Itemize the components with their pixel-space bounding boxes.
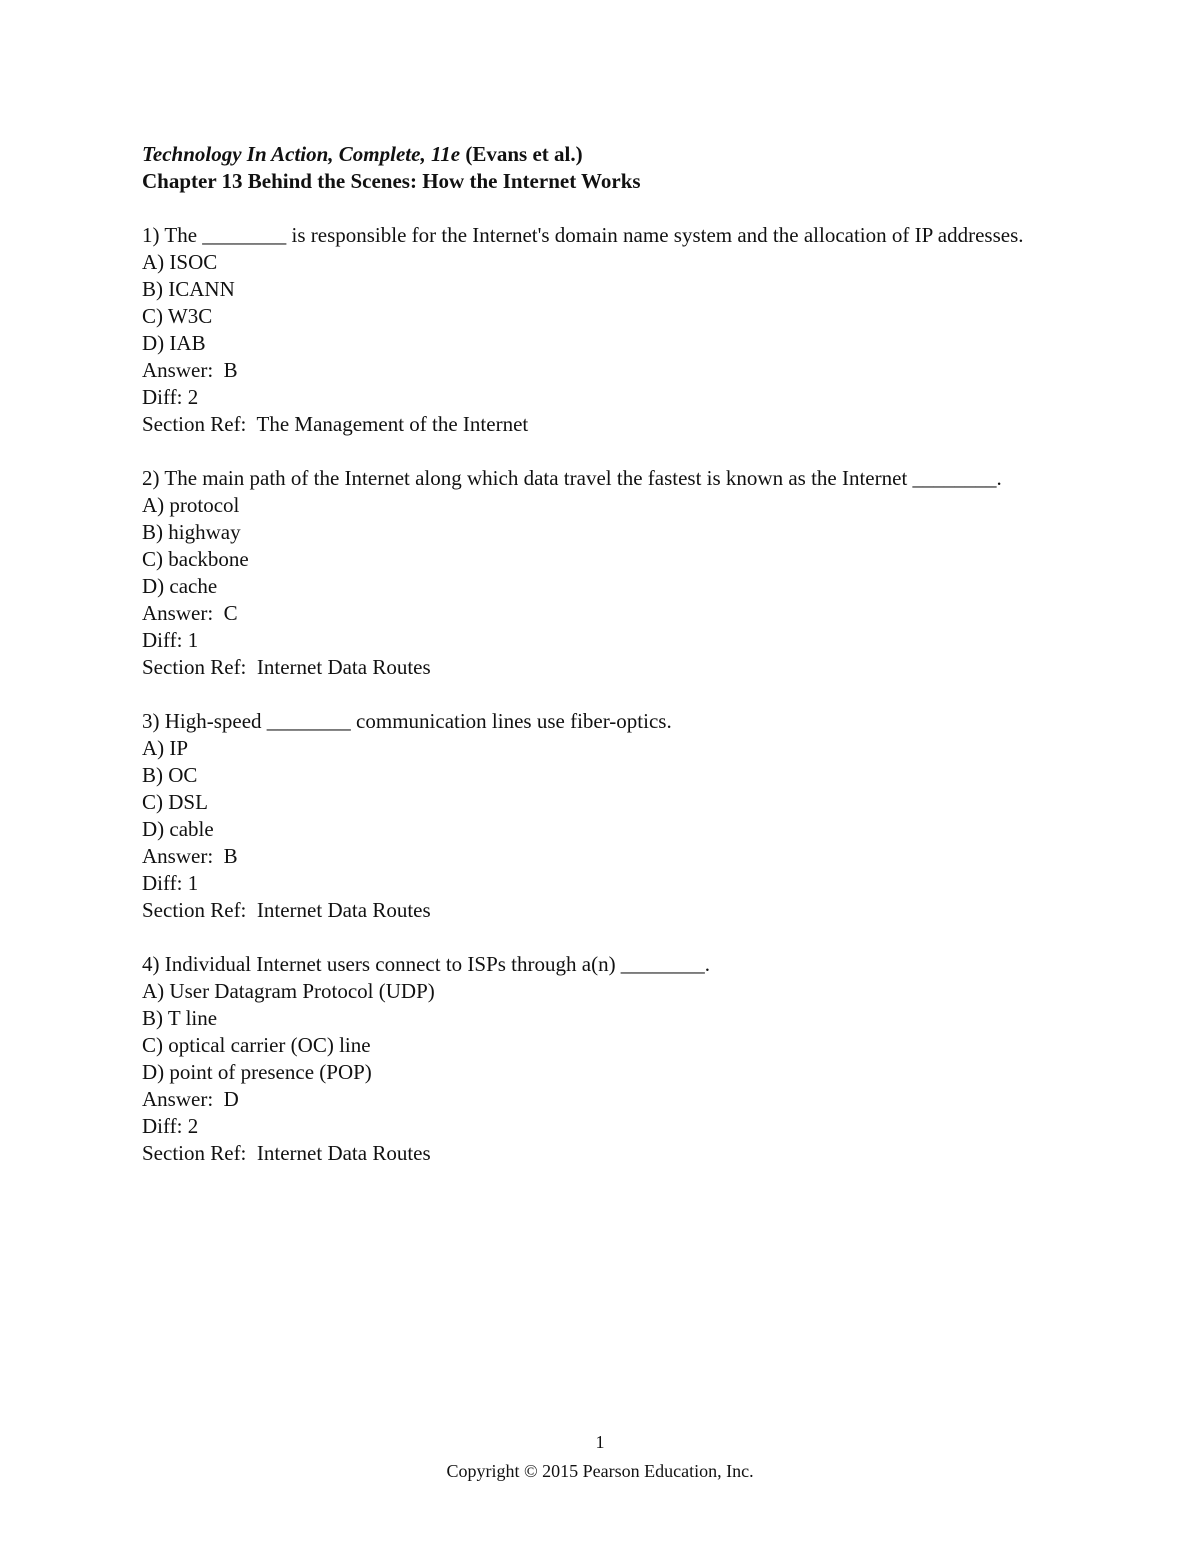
answer-option: A) protocol (142, 493, 240, 517)
book-authors: (Evans et al.) (460, 142, 583, 166)
section-reference: Section Ref: The Management of the Internet (142, 412, 529, 436)
answer-option: D) IAB (142, 331, 206, 355)
answer-option: A) IP (142, 736, 189, 760)
answer-option: B) ICANN (142, 277, 235, 301)
section-reference: Section Ref: Internet Data Routes (142, 1141, 431, 1165)
correct-answer: Answer: C (142, 601, 238, 625)
question-stem: 4) Individual Internet users connect to ISPs through a(n) ________. (142, 952, 711, 976)
difficulty: Diff: 2 (142, 385, 199, 409)
copyright-notice: Copyright © 2015 Pearson Education, Inc. (446, 1461, 754, 1481)
correct-answer: Answer: B (142, 844, 238, 868)
question-stem: 2) The main path of the Internet along which data travel the fastest is known as the Internet ________. (142, 466, 1002, 490)
difficulty: Diff: 1 (142, 871, 199, 895)
question-stem: 1) The ________ is responsible for the Internet's domain name system and the allocation of IP addresses. (142, 223, 1024, 247)
answer-option: A) ISOC (142, 250, 218, 274)
answer-option: C) optical carrier (OC) line (142, 1033, 371, 1057)
correct-answer: Answer: D (142, 1087, 239, 1111)
answer-option: C) W3C (142, 304, 213, 328)
answer-option: B) T line (142, 1006, 218, 1030)
page-number: 1 (595, 1432, 605, 1452)
page-content (142, 141, 1042, 1167)
answer-option: D) point of presence (POP) (142, 1060, 372, 1084)
answer-option: D) cache (142, 574, 218, 598)
book-title-line (142, 141, 1042, 168)
section-reference: Section Ref: Internet Data Routes (142, 655, 431, 679)
document-header (142, 141, 1042, 195)
question-block (142, 951, 1042, 1167)
question-block (142, 708, 1042, 924)
difficulty: Diff: 1 (142, 628, 199, 652)
answer-option: C) backbone (142, 547, 249, 571)
chapter-title: Chapter 13 Behind the Scenes: How the Internet Works (142, 169, 641, 193)
question-stem: 3) High-speed ________ communication lines use fiber-optics. (142, 709, 672, 733)
answer-option: B) highway (142, 520, 241, 544)
answer-option: C) DSL (142, 790, 208, 814)
answer-option: A) User Datagram Protocol (UDP) (142, 979, 435, 1003)
difficulty: Diff: 2 (142, 1114, 199, 1138)
book-title: Technology In Action, Complete, 11e (142, 142, 461, 166)
section-reference: Section Ref: Internet Data Routes (142, 898, 431, 922)
question-block (142, 465, 1042, 681)
question-block (142, 222, 1042, 438)
answer-option: D) cable (142, 817, 214, 841)
answer-option: B) OC (142, 763, 198, 787)
correct-answer: Answer: B (142, 358, 238, 382)
